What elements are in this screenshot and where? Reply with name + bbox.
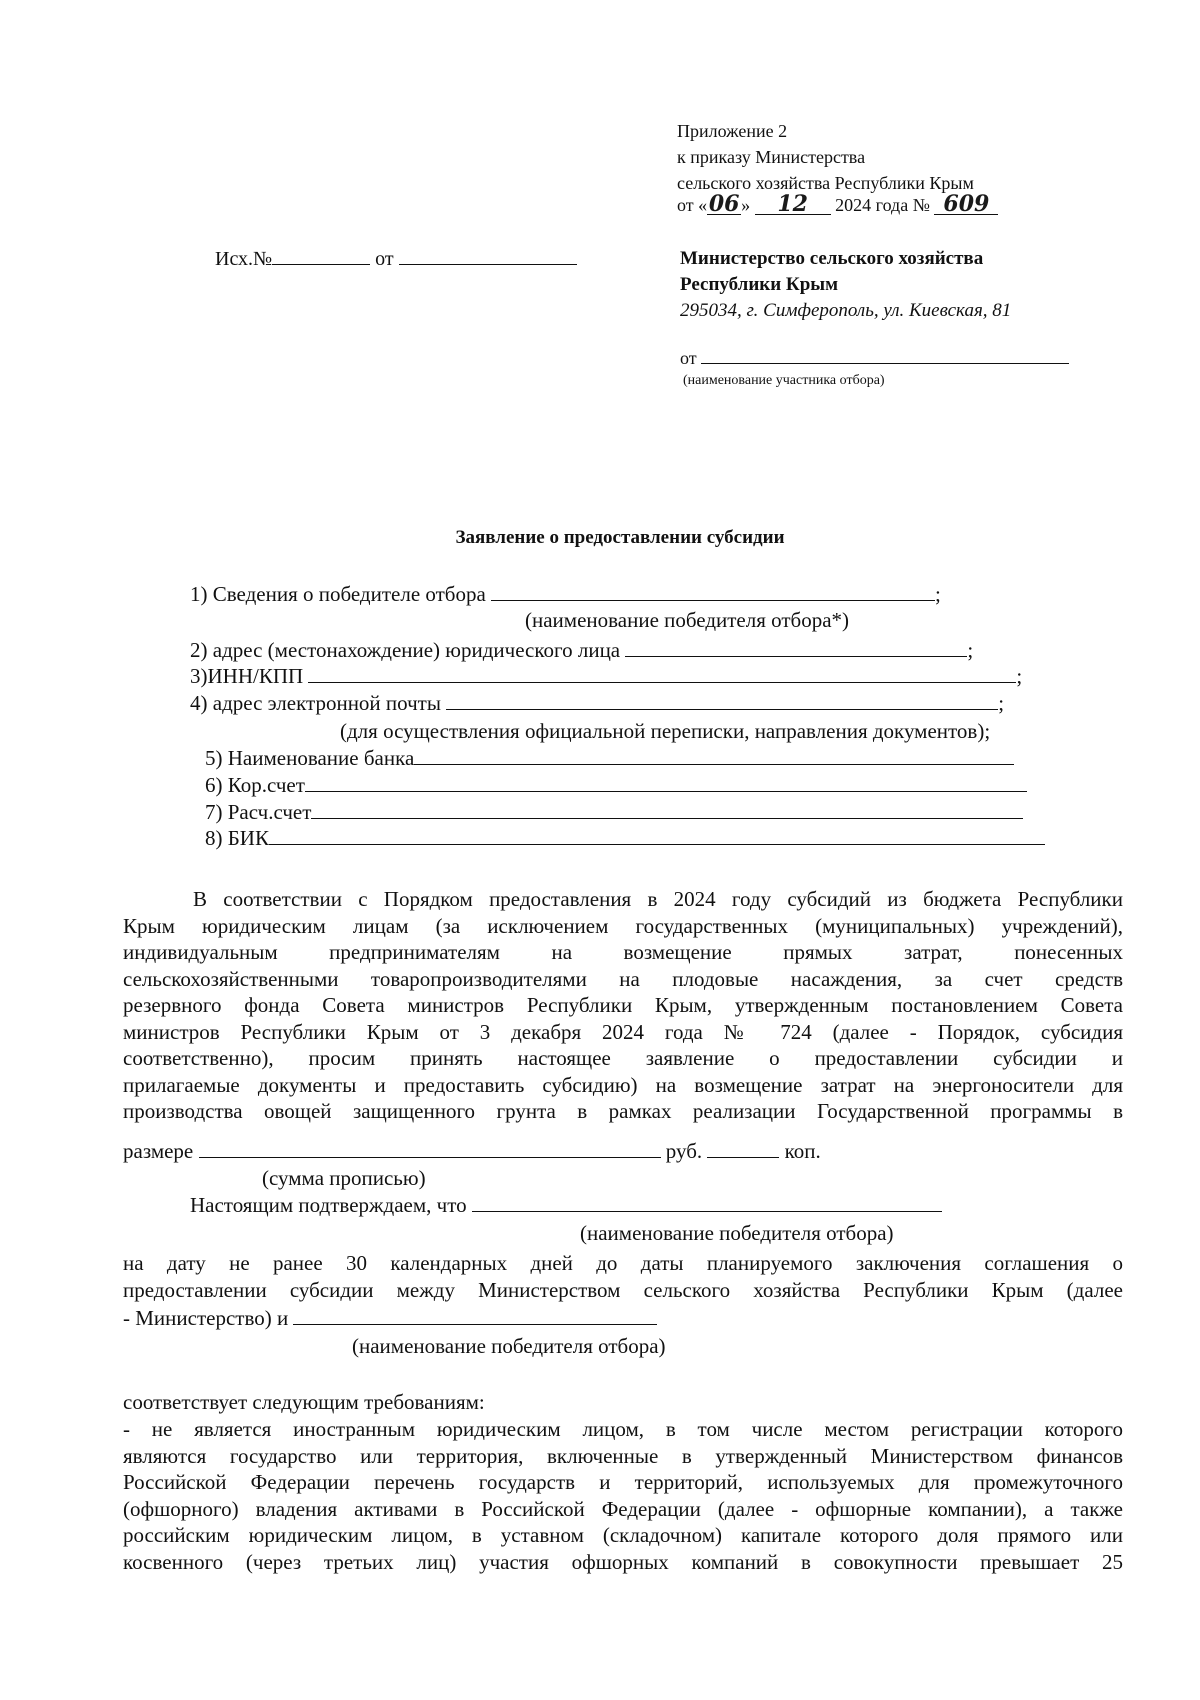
field-3 <box>190 664 1022 688</box>
appendix-line-2: к приказу Министерства <box>677 147 866 167</box>
recipient-name-line-1: Министерство сельского хозяйства <box>680 248 984 269</box>
paragraph-main-line: сельскохозяйственными товаропроизводителями на плодовые насаждения, за счет средств <box>123 966 1123 991</box>
paragraph-main-line: министров Республики Крым от 3 декабря 2024 года № 724 (далее - Порядок, субсидия <box>123 1019 1123 1044</box>
field-5-blank[interactable] <box>414 763 1014 765</box>
field-8-blank[interactable] <box>269 843 1045 845</box>
requirements-line: российским юридическим лицом, в уставном (складочном) капитале которого доля прямого или <box>123 1523 1123 1547</box>
requirements-line: - не является иностранным юридическим лицом, в том числе местом регистрации которого <box>123 1417 1123 1441</box>
field-3-label: 3)ИНН/КПП <box>190 664 304 688</box>
field-4-caption: (для осуществления официальной переписки, направления документов); <box>340 719 991 743</box>
paragraph-requirements <box>123 1416 1123 1575</box>
amount-words-blank[interactable] <box>199 1156 661 1158</box>
applicant-name-blank[interactable] <box>701 362 1069 364</box>
applicant-from <box>680 348 1069 369</box>
ministry-and-line <box>123 1306 657 1330</box>
field-3-blank[interactable] <box>308 681 1016 683</box>
recipient-address: 295034, г. Симферополь, ул. Киевская, 81 <box>680 300 1012 321</box>
field-1-caption: (наименование победителя отбора*) <box>525 608 850 632</box>
paragraph-date-line: на дату не ранее 30 календарных дней до даты планируемого заключения соглашения о <box>123 1251 1123 1275</box>
field-8-label: 8) БИК <box>205 826 269 850</box>
paragraph-main-line: индивидуальным предпринимателям на возмещение прямых затрат, понесенных <box>123 940 1123 964</box>
winner-caption-2: (наименование победителя отбора) <box>352 1334 666 1358</box>
outgoing-from-label: от <box>375 248 394 270</box>
date-year: 2024 года № <box>835 195 930 215</box>
requirements-line: косвенного (через третьих лиц) участия офшорных компаний в совокупности превышает 25 <box>123 1549 1123 1574</box>
appendix-title: Приложение 2 <box>677 121 788 141</box>
field-3-semicolon: ; <box>1016 664 1023 688</box>
paragraph-main-line: резервного фонда Совета министров Республики Крым, утвержденным постановлением Совета <box>123 993 1123 1017</box>
date-prefix: от « <box>677 195 708 215</box>
amount-line <box>123 1139 821 1163</box>
paragraph-main-line: прилагаемые документы и предоставить субсидию) на возмещение затрат на энергоносители для <box>123 1072 1123 1097</box>
outgoing-ref-blank[interactable] <box>272 263 370 265</box>
kop-label: коп. <box>784 1139 821 1163</box>
field-4 <box>190 691 1004 715</box>
field-8 <box>205 826 1045 850</box>
winner-blank-2[interactable] <box>293 1323 657 1325</box>
date-month: 12 <box>755 194 831 215</box>
field-5 <box>205 746 1014 770</box>
outgoing-date-blank[interactable] <box>399 263 577 265</box>
field-2-semicolon: ; <box>967 638 974 662</box>
field-1-semicolon: ; <box>935 582 941 606</box>
winner-caption: (наименование победителя отбора) <box>580 1221 894 1245</box>
order-number: 609 <box>934 194 998 215</box>
date-day: 06 <box>708 191 740 217</box>
amount-caption: (сумма прописью) <box>262 1166 426 1190</box>
paragraph-date <box>123 1250 1123 1303</box>
outgoing-ref-label: Исх.№ <box>215 248 273 270</box>
applicant-from-label: от <box>680 348 697 368</box>
field-2-label: 2) адрес (местонахождение) юридического лица <box>190 638 621 662</box>
paragraph-main-line: Крым юридическим лицам (за исключением государственных (муниципальных) учреждений), <box>123 913 1123 938</box>
field-5-label: 5) Наименование банка <box>205 746 415 770</box>
field-4-label: 4) адрес электронной почты <box>190 691 441 715</box>
field-6 <box>205 773 1027 797</box>
appendix-line-3: сельского хозяйства Республики Крым <box>677 173 974 193</box>
requirements-line: являются государство или территория, включенные в утвержденный Министерством финансов <box>123 1443 1123 1468</box>
field-7-blank[interactable] <box>311 817 1023 819</box>
outgoing-ref <box>215 247 577 271</box>
paragraph-main <box>123 886 1123 1125</box>
field-4-blank[interactable] <box>446 708 998 710</box>
amount-label: размере <box>123 1139 194 1163</box>
requirements-line: Российской Федерации перечень государств и территорий, используемых для промежуточного <box>123 1470 1123 1494</box>
field-2 <box>190 638 973 662</box>
field-6-label: 6) Кор.счет <box>205 773 305 797</box>
field-4-semicolon: ; <box>998 691 1005 715</box>
field-1 <box>190 582 941 606</box>
field-1-label: 1) Сведения о победителе отбора <box>190 582 486 606</box>
confirm-label: Настоящим подтверждаем, что <box>190 1193 467 1217</box>
field-2-blank[interactable] <box>625 655 967 657</box>
paragraph-main-line: производства овощей защищенного грунта в рамках реализации Государственной программы в <box>123 1099 1123 1123</box>
date-sep: » <box>741 195 751 215</box>
applicant-caption: (наименование участника отбора) <box>683 373 885 388</box>
paragraph-main-line: В соответствии с Порядком предоставления в 2024 году субсидий из бюджета Республики <box>193 887 1123 911</box>
requirements-intro: соответствует следующим требованиям: <box>123 1390 485 1414</box>
confirm-line <box>190 1193 942 1217</box>
ministry-and-label: - Министерство) и <box>123 1306 289 1330</box>
recipient-name-line-2: Республики Крым <box>680 274 839 295</box>
paragraph-main-line: соответственно), просим принять настоящее заявление о предоставлении субсидии и <box>123 1046 1123 1070</box>
appendix-date-line <box>677 191 998 217</box>
field-6-blank[interactable] <box>305 790 1027 792</box>
field-1-blank[interactable] <box>491 599 935 601</box>
field-7 <box>205 800 1023 824</box>
paragraph-date-line: предоставлении субсидии между Министерством сельского хозяйства Республики Крым (далее <box>123 1277 1123 1302</box>
confirm-winner-blank[interactable] <box>472 1210 942 1212</box>
requirements-line: (офшорного) владения активами в Российской Федерации (далее - офшорные компании), а также <box>123 1496 1123 1521</box>
kop-blank[interactable] <box>707 1156 779 1158</box>
document-title: Заявление о предоставлении субсидии <box>455 527 785 548</box>
rub-label: руб. <box>665 1139 703 1163</box>
field-7-label: 7) Расч.счет <box>205 800 312 824</box>
